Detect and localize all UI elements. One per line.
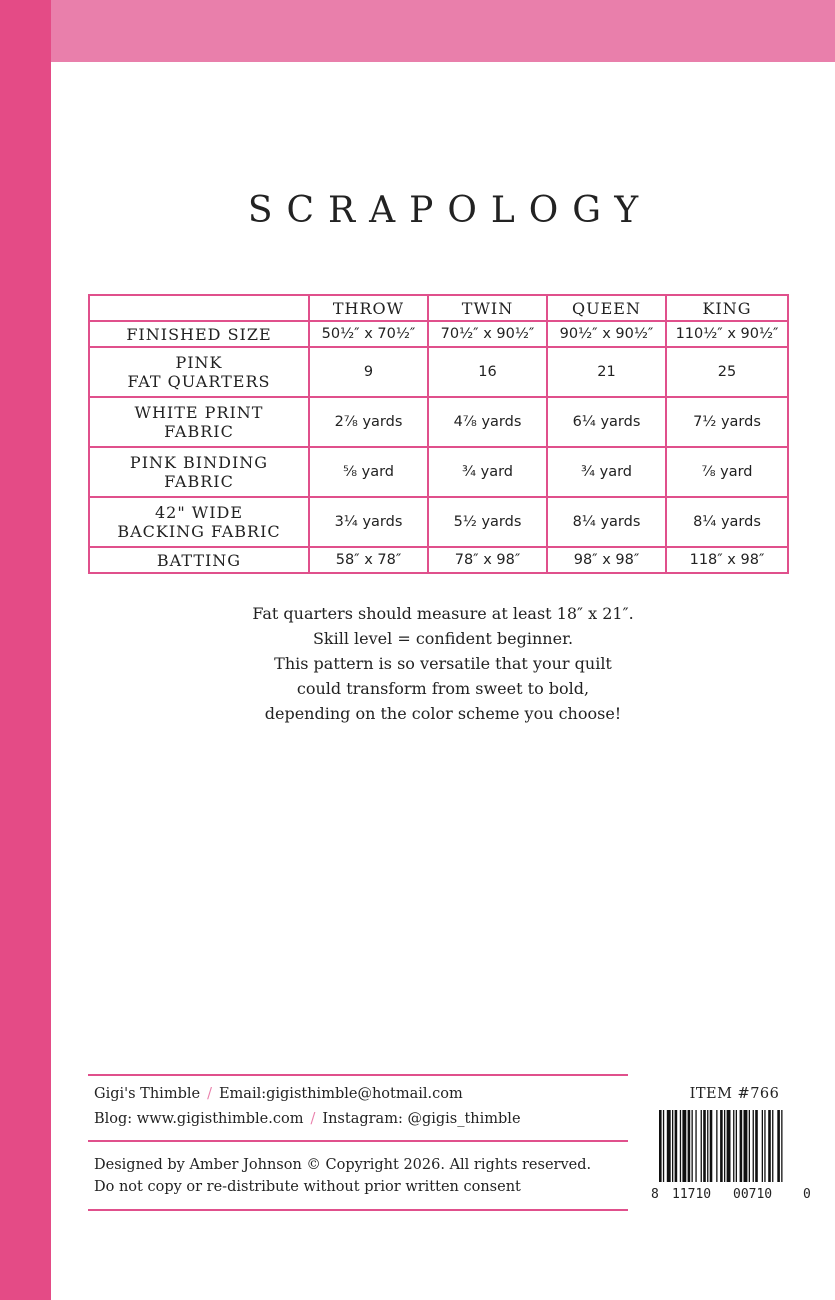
- table-cell: 2⅞ yards: [309, 397, 428, 447]
- barcode-bar: [682, 1110, 686, 1182]
- table-row: [89, 547, 788, 573]
- table-cell: 6¼ yards: [547, 397, 666, 447]
- barcode-bar: [740, 1110, 743, 1182]
- note-line: This pattern is so versatile that your quilt: [274, 654, 612, 673]
- barcode-bar: [777, 1110, 780, 1182]
- barcode-digits-right: 00710: [733, 1187, 773, 1202]
- row-label: WHITE PRINT FABRIC: [89, 397, 309, 447]
- fabric-requirements-table: [88, 294, 789, 574]
- barcode-bar: [762, 1110, 763, 1182]
- table-cell: ¾ yard: [428, 447, 547, 497]
- header-twin: TWIN: [428, 295, 547, 321]
- table-cell: 4⅞ yards: [428, 397, 547, 447]
- header-king: KING: [666, 295, 788, 321]
- table-corner-cell: [89, 295, 309, 321]
- header-throw: THROW: [309, 295, 428, 321]
- barcode-bar: [720, 1110, 723, 1182]
- header-queen: QUEEN: [547, 295, 666, 321]
- barcode-bar: [768, 1110, 771, 1182]
- table-cell: 78″ x 98″: [428, 547, 547, 573]
- table-cell: 70½″ x 90½″: [428, 321, 547, 347]
- barcode-bar: [675, 1110, 678, 1182]
- pattern-notes: [51, 601, 835, 726]
- barcode-bar: [710, 1110, 713, 1182]
- table-cell: 21: [547, 347, 666, 397]
- table-row: [89, 397, 788, 447]
- brand-name: Gigi's Thimble: [94, 1086, 201, 1102]
- table-cell: 98″ x 98″: [547, 547, 666, 573]
- instagram-link[interactable]: Instagram: @gigis_thimble: [322, 1111, 521, 1127]
- barcode-bar: [695, 1110, 696, 1182]
- table-row: [89, 347, 788, 397]
- row-label: PINK BINDING FABRIC: [89, 447, 309, 497]
- footer-divider: [88, 1074, 628, 1076]
- table-header-row: [89, 295, 788, 321]
- barcode-bar: [663, 1110, 664, 1182]
- barcode-bar: [667, 1110, 671, 1182]
- table-cell: 110½″ x 90½″: [666, 321, 788, 347]
- barcode: [645, 1108, 815, 1203]
- separator: /: [207, 1086, 212, 1102]
- barcode-bar: [755, 1110, 758, 1182]
- footer-divider: [88, 1140, 628, 1142]
- barcode-bar: [733, 1110, 734, 1182]
- barcode-bar: [736, 1110, 737, 1182]
- barcode-bar: [781, 1110, 782, 1182]
- barcode-bar: [707, 1110, 708, 1182]
- barcode-bar: [724, 1110, 725, 1182]
- table-cell: ⅝ yard: [309, 447, 428, 497]
- barcode-bar: [753, 1110, 754, 1182]
- footer-divider: [88, 1209, 628, 1211]
- table-cell: 5½ yards: [428, 497, 547, 547]
- table-row: [89, 321, 788, 347]
- barcode-bar: [672, 1110, 673, 1182]
- barcode-bar: [701, 1110, 702, 1182]
- barcode-bar: [772, 1110, 773, 1182]
- barcode-digits-left: 11710: [672, 1187, 712, 1202]
- email-link[interactable]: Email:gigisthimble@hotmail.com: [218, 1086, 463, 1102]
- table-cell: 8¼ yards: [547, 497, 666, 547]
- note-line: Fat quarters should measure at least 18″ x 21″.: [252, 604, 634, 623]
- blog-link[interactable]: Blog: www.gigisthimble.com: [94, 1111, 304, 1127]
- separator: /: [310, 1111, 316, 1127]
- barcode-bar: [659, 1110, 662, 1182]
- table-cell: ⅞ yard: [666, 447, 788, 497]
- table-cell: 3¼ yards: [309, 497, 428, 547]
- copy-notice-line: Do not copy or re-distribute without prior written consent: [94, 1179, 521, 1195]
- item-number: ITEM #766: [689, 1086, 780, 1102]
- table-row: [89, 497, 788, 547]
- row-label: 42" WIDE BACKING FABRIC: [89, 497, 309, 547]
- footer-social-line: [94, 1111, 521, 1127]
- barcode-bar: [680, 1110, 681, 1182]
- note-line: depending on the color scheme you choose!: [264, 704, 622, 723]
- table-cell: 50½″ x 70½″: [309, 321, 428, 347]
- table-cell: 9: [309, 347, 428, 397]
- barcode-bar: [703, 1110, 706, 1182]
- top-pink-bar: [51, 0, 835, 62]
- table-cell: 90½″ x 90½″: [547, 321, 666, 347]
- barcode-bar: [744, 1110, 748, 1182]
- barcode-bar: [688, 1110, 691, 1182]
- barcode-bar: [749, 1110, 750, 1182]
- row-label: PINK FAT QUARTERS: [89, 347, 309, 397]
- note-line: could transform from sweet to bold,: [296, 679, 590, 698]
- barcode-digit-last: 0: [803, 1187, 811, 1202]
- barcode-bar: [716, 1110, 717, 1182]
- row-label: FINISHED SIZE: [89, 321, 309, 347]
- table-row: [89, 447, 788, 497]
- table-cell: 25: [666, 347, 788, 397]
- table-cell: 118″ x 98″: [666, 547, 788, 573]
- barcode-bar: [692, 1110, 693, 1182]
- table-cell: ¾ yard: [547, 447, 666, 497]
- copyright-line: Designed by Amber Johnson © Copyright 2026. All rights reserved.: [94, 1157, 592, 1173]
- barcode-digit-first: 8: [651, 1187, 659, 1202]
- barcode-bar: [764, 1110, 765, 1182]
- table-cell: 58″ x 78″: [309, 547, 428, 573]
- note-line: Skill level = confident beginner.: [312, 629, 574, 648]
- table-cell: 16: [428, 347, 547, 397]
- table-cell: 8¼ yards: [666, 497, 788, 547]
- row-label: BATTING: [89, 547, 309, 573]
- left-pink-bar: [0, 0, 51, 1300]
- table-cell: 7½ yards: [666, 397, 788, 447]
- footer-contact-line: [94, 1086, 463, 1102]
- pattern-title: SCRAPOLOGY: [247, 190, 653, 231]
- barcode-bars: [659, 1110, 783, 1182]
- barcode-bar: [727, 1110, 731, 1182]
